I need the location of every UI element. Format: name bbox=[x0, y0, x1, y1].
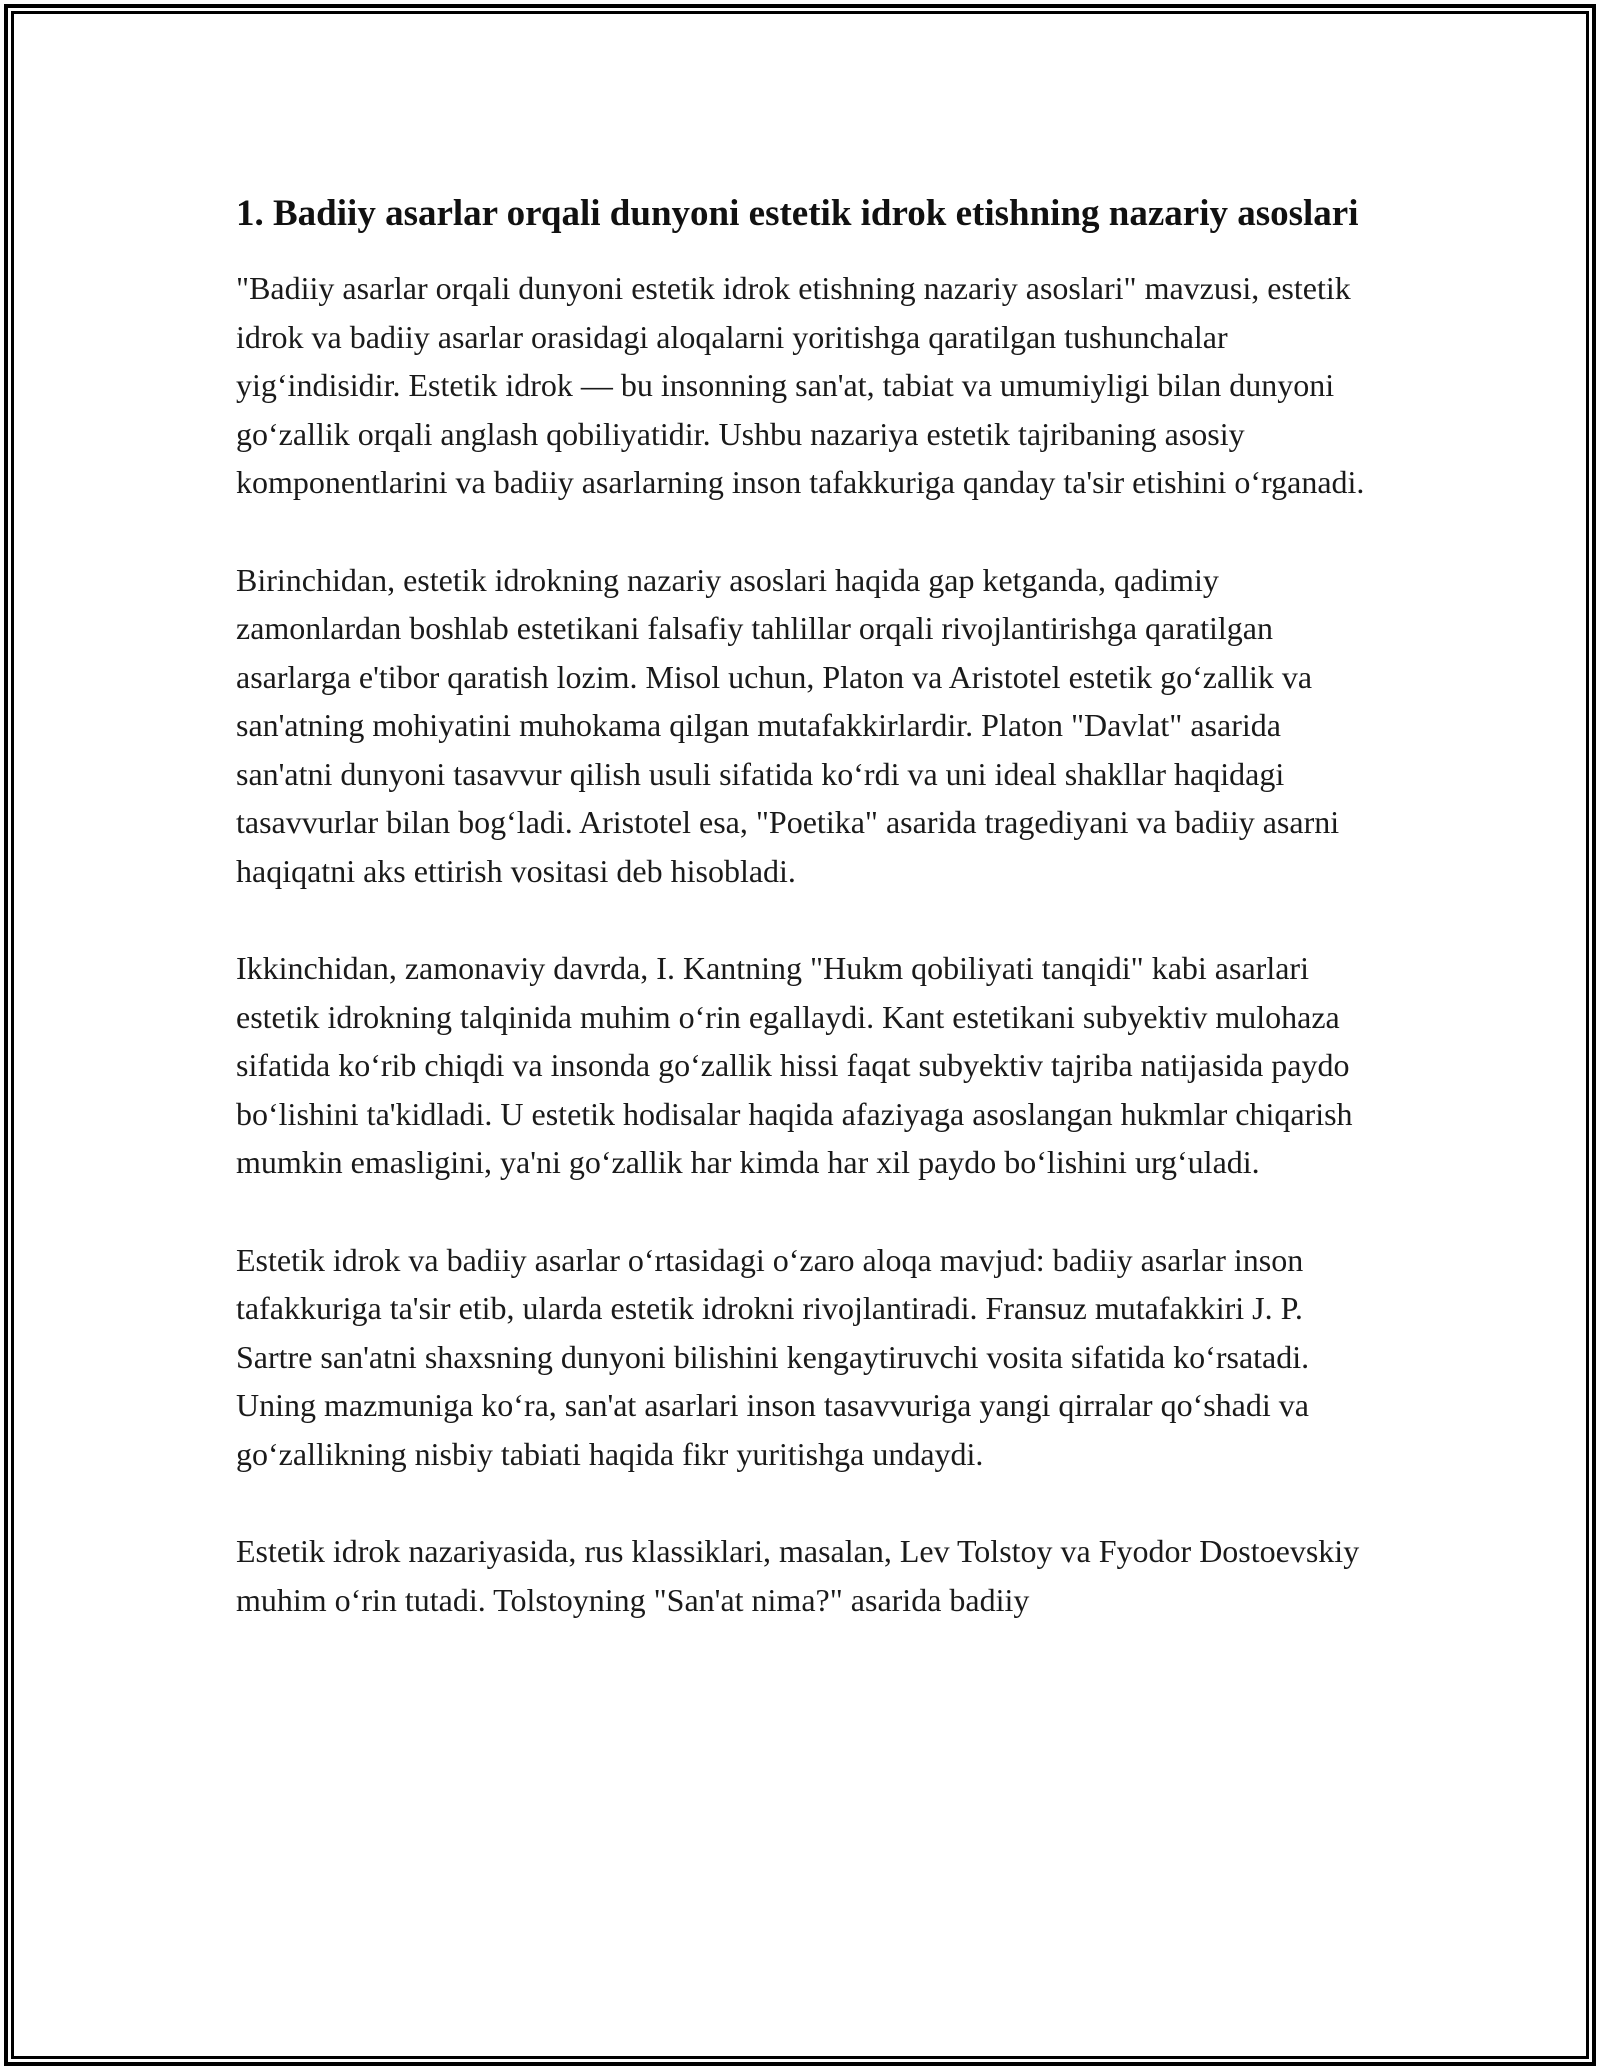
document-body bbox=[236, 186, 1376, 1673]
paragraph-3: Ikkinchidan, zamonaviy davrda, I. Kantning "Hukm qobiliyati tanqidi" kabi asarlari estetik idrokning talqinida muhim o‘rin egallaydi. Kant estetikani subyektiv mulohaza sifatida ko‘rib chiqdi va insonda go‘zallik hissi faqat subyektiv tajriba natijasida paydo bo‘lishini ta'kidladi. U estetik hodisalar haqida afaziyaga asoslangan hukmlar chiqarish mumkin emasligini, ya'ni go‘zallik har kimda har xil paydo bo‘lishini urg‘uladi. bbox=[236, 950, 1353, 1180]
paragraph-4: Estetik idrok va badiiy asarlar o‘rtasidagi o‘zaro aloqa mavjud: badiiy asarlar inson tafakkuriga ta'sir etib, ularda estetik idrokni rivojlantiradi. Fransuz mutafakkiri J. P. Sartre san'atni shaxsning dunyoni bilishini kengaytiruvchi vosita sifatida ko‘rsatadi. Uning mazmuniga ko‘ra, san'at asarlari inson tasavvuriga yangi qirralar qo‘shadi va go‘zallikning nisbiy tabiati haqida fikr yuritishga undaydi. bbox=[236, 1241, 1310, 1472]
paragraph-1: "Badiiy asarlar orqali dunyoni estetik idrok etishning nazariy asoslari" mavzusi, estetik idrok va badiiy asarlar orasidagi aloqalarni yoritishga qaratilgan tushunchalar yig‘indisidir. Estetik idrok — bu insonning san'at, tabiat va umumiyligi bilan dunyoni go‘zallik orqali anglash qobiliyatidir. Ushbu nazariya estetik tajribaning asosiy komponentlarini va badiiy asarlarning inson tafakkuriga qanday ta'sir etishini o‘rganadi. bbox=[236, 270, 1365, 500]
paragraph-2: Birinchidan, estetik idrokning nazariy asoslari haqida gap ketganda, qadimiy zamonlardan boshlab estetikani falsafiy tahlillar orqali rivojlantirishga qaratilgan asarlarga e'tibor qaratish lozim. Misol uchun, Platon va Aristotel estetik go‘zallik va san'atning mohiyatini muhokama qilgan mutafakkirlardir. Platon "Davlat" asarida san'atni dunyoni tasavvur qilish usuli sifatida ko‘rdi va uni ideal shakllar haqidagi tasavvurlar bilan bog‘ladi. Aristotel esa, "Poetika" asarida tragediyani va badiiy asarni haqiqatni aks ettirish vositasi deb hisobladi. bbox=[236, 561, 1340, 889]
section-heading: 1. Badiiy asarlar orqali dunyoni estetik idrok etishning nazariy asoslari bbox=[236, 193, 1359, 234]
paragraph-5: Estetik idrok nazariyasida, rus klassiklari, masalan, Lev Tolstoy va Fyodor Dostoevskiy muhim o‘rin tutadi. Tolstoyning "San'at nima?" asarida badiiy bbox=[236, 1533, 1360, 1618]
